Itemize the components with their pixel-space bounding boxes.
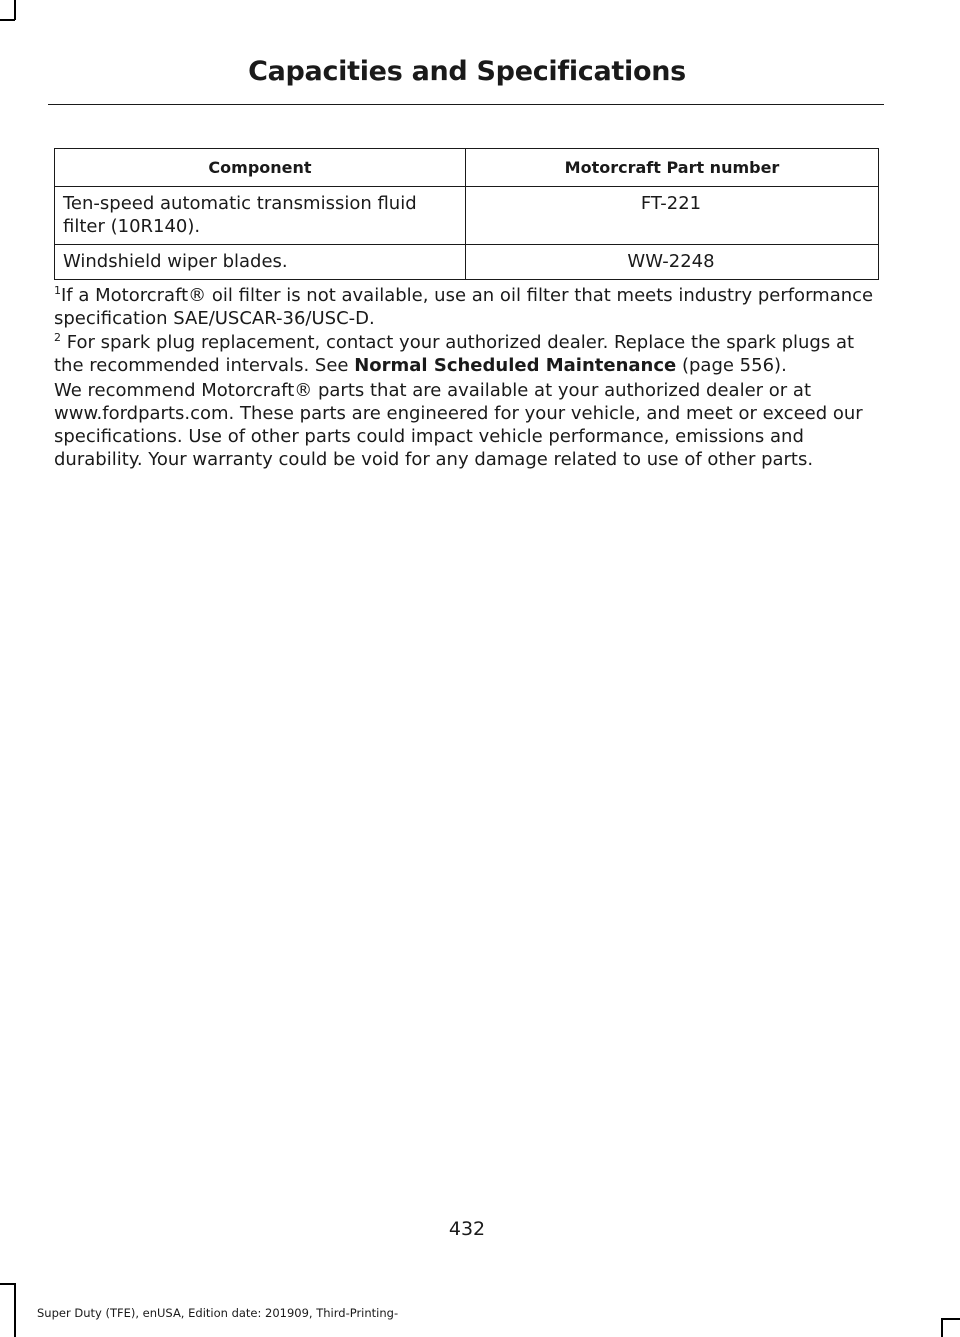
footnote-marker: 2 <box>54 331 61 344</box>
crop-mark-bottom-right <box>941 1318 943 1337</box>
column-header-component: Component <box>55 149 466 187</box>
part-number-cell: FT-221 <box>466 187 879 245</box>
component-cell: Windshield wiper blades. <box>55 245 466 280</box>
footnote-text: For spark plug replacement, contact your authorized dealer. Replace the spark plugs at the recommended intervals. See <box>54 332 855 376</box>
cross-reference-link[interactable]: Normal Scheduled Maintenance <box>354 355 677 376</box>
footnote-1 <box>54 284 884 330</box>
crop-mark-bottom-right-horizontal <box>941 1318 960 1320</box>
crop-mark-bottom-left-horizontal <box>0 1283 15 1285</box>
crop-mark-top-left <box>14 0 16 20</box>
page-title: Capacities and Specifications <box>248 56 686 87</box>
page-number: 432 <box>448 1218 486 1240</box>
crop-mark-bottom-left <box>14 1283 16 1337</box>
crop-mark-top-left-horizontal <box>0 19 15 21</box>
title-divider <box>48 104 884 105</box>
table-header-row <box>55 149 879 187</box>
component-cell: Ten-speed automatic transmission fluid filter (10R140). <box>55 187 466 245</box>
body-paragraph: We recommend Motorcraft® parts that are available at your authorized dealer or at www.fordparts.com. These parts are engineered for your vehicle, and meet or exceed our specifications. Use of other parts could impact vehicle performance, emissions and durability. Your warranty could be void for any damage related to use of other parts. <box>54 380 863 470</box>
edition-footer: Super Duty (TFE), enUSA, Edition date: 201909, Third-Printing- <box>37 1306 399 1320</box>
table-row <box>55 187 879 245</box>
page-reference: (page 556). <box>681 355 787 376</box>
footnote-text: If a Motorcraft® oil filter is not available, use an oil filter that meets industry performance specification SAE/USCAR-36/USC-D. <box>54 285 874 329</box>
footnote-2 <box>54 331 884 377</box>
footnote-marker: 1 <box>54 284 61 297</box>
column-header-part-number: Motorcraft Part number <box>466 149 879 187</box>
part-number-cell: WW-2248 <box>466 245 879 280</box>
parts-table <box>54 148 879 280</box>
table-row <box>55 245 879 280</box>
